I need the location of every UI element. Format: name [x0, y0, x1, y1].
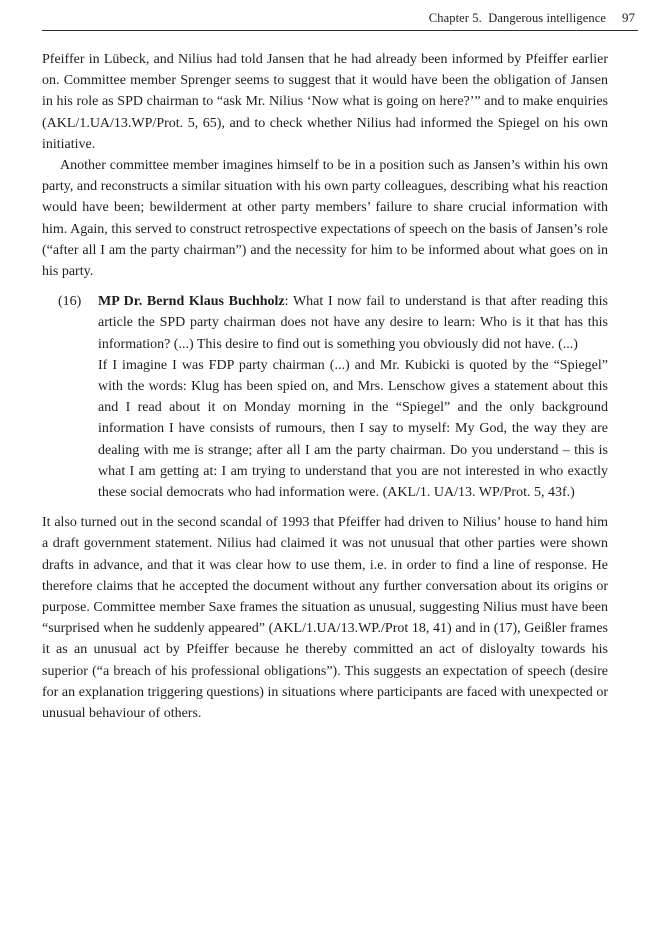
example-speech-1: : What I now fail to understand is that after reading this article the SPD party chairman does not have any desire to learn: Who is it that has this information? (...) This desire to find out is something you obviously did not have. (...) — [98, 294, 608, 352]
body-paragraph-3: It also turned out in the second scandal of 1993 that Pfeiffer had driven to Nilius’ house to hand him a draft government statement. Nilius had claimed it was not unusual that other parties were shown drafts in advance, and that it was clear how to use them, i.e. in order to find a line of response. He therefore claims that he accepted the document without any further conversation about its origins or purpose. Committee member Saxe frames the situation as unusual, suggesting Nilius must have been “surprised when he suddenly appeared” (AKL/1.UA/13.WP./Prot 18, 41) and in (17), Geißler frames it as an unusual act by Pfeiffer because he thereby committed an act of disloyalty towards his superior (“a breach of his professional obligations”). This suggests an expectation of speech (desire for an explanation triggering questions) in situations where participants are faced with unexpected or unusual behaviour of others. — [42, 515, 608, 722]
chapter-title: Chapter 5. Dangerous intelligence — [428, 10, 606, 25]
body-paragraph-1: Pfeiffer in Lübeck, and Nilius had told Jansen that he had already been informed by Pfeiffer earlier on. Committee member Sprenger seems to suggest that it would have been the obligation of Jansen in his role as SPD chairman to “ask Mr. Nilius ‘Now what is going on here?’” and to make enquiries (AKL/1.UA/13.WP/Prot. 5, 65), and to check whether Nilius had informed the Spiegel on his own initiative. — [42, 52, 608, 152]
example-paragraph-2: If I imagine I was FDP party chairman (...) and Mr. Kubicki is quoted by the “Spiegel” with the words: Klug has been spied on, and Mrs. Lenschow gives a statement about this and I read about it on Monday morning in the “Spiegel” and the only background information I have consists of rumours, then I say to myself: My God, the way they are dealing with me is strange; after all I am the party chairman. Do you understand – this is what I am getting at: I am trying to understand that you are not interested in who exactly these social democrats who had information were. (AKL/1. UA/13. WP/Prot. 5, 43f.) — [98, 357, 608, 501]
page-number: 97 — [622, 10, 635, 25]
running-head — [42, 0, 638, 31]
body-text — [42, 49, 608, 724]
example-body — [98, 291, 608, 503]
example-block-16 — [42, 291, 608, 503]
example-speaker: MP Dr. Bernd Klaus Buchholz — [98, 294, 285, 310]
example-number: (16) — [58, 294, 82, 310]
body-paragraph-2: Another committee member imagines himself to be in a position such as Jansen’s within his own party, and reconstructs a similar situation with his own party colleagues, describing what his reaction would have been; bewilderment at other party members’ failure to share crucial information with him. Again, this served to construct retrospective expectations of speech on the basis of Jansen’s role (“after all I am the party chairman”) and the necessity for him to be informed about what goes on in his party. — [42, 158, 608, 280]
example-paragraph-1 — [98, 291, 608, 355]
